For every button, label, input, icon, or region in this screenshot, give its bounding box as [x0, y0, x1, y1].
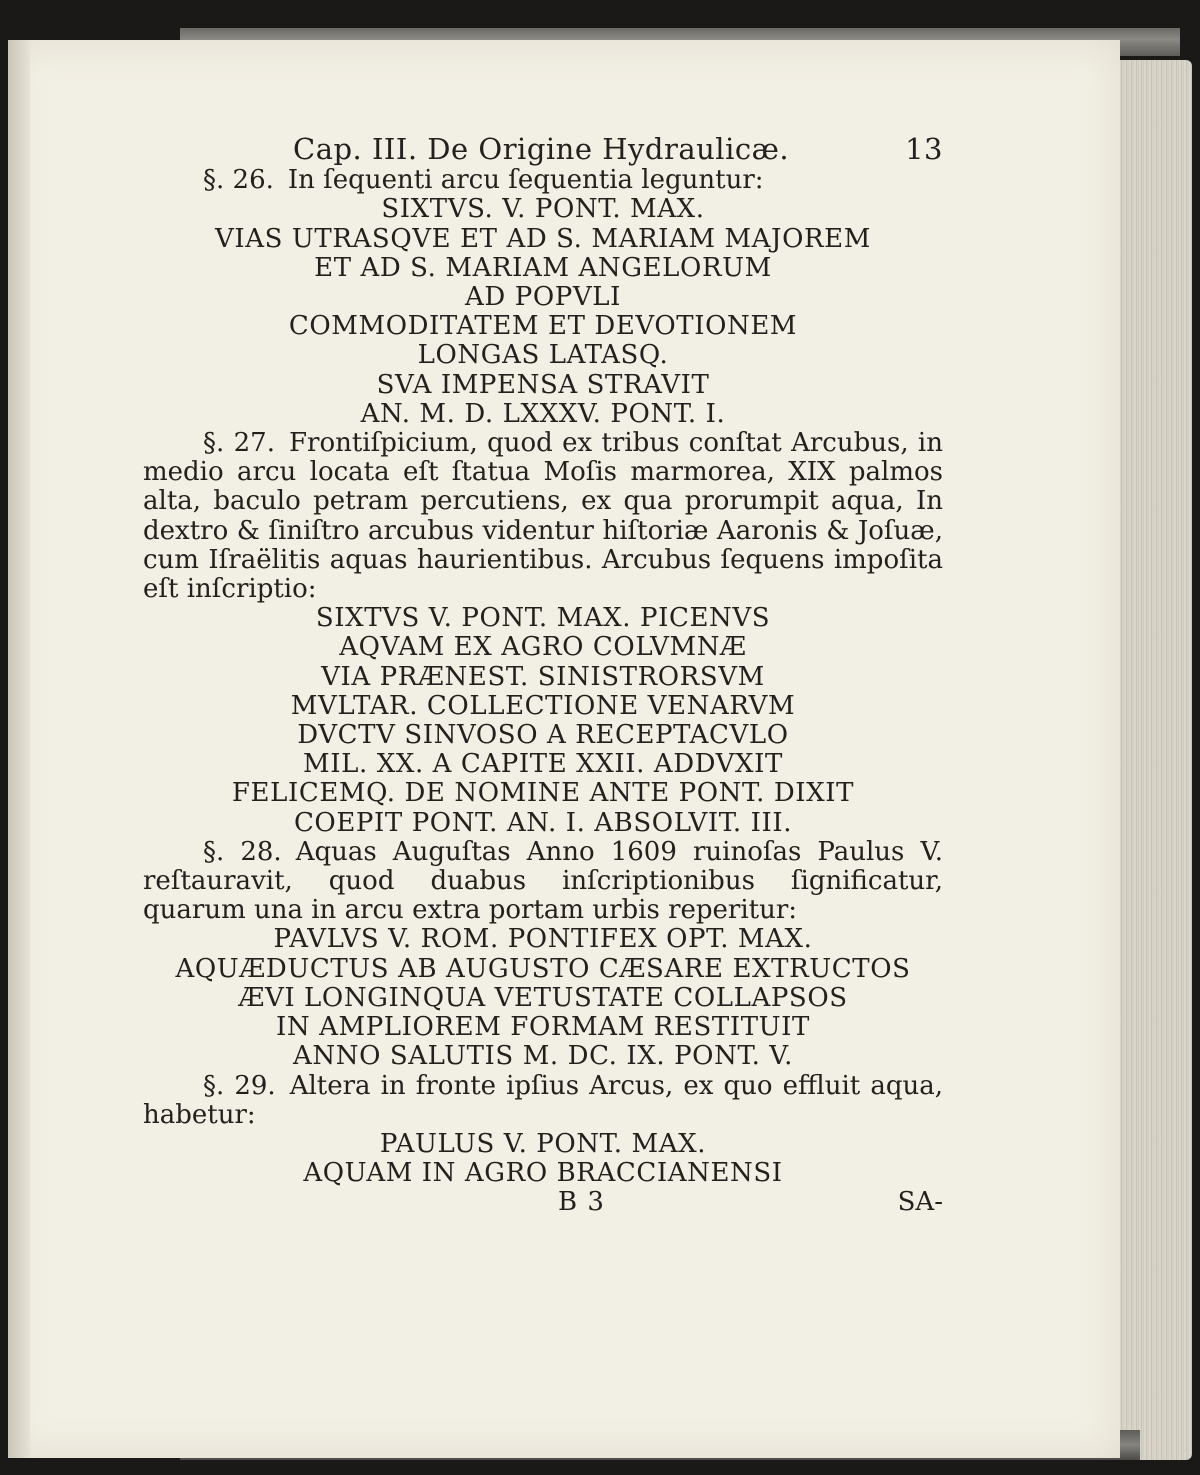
section-paragraph [143, 1072, 943, 1130]
section-number: §. 27. [203, 428, 275, 459]
inscription-line: MVLTAR. COLLECTIONE VENARVM [290, 690, 796, 721]
sections [143, 166, 943, 1188]
inscription-line: IN AMPLIOREM FORMAM RESTITUIT [276, 1012, 810, 1043]
inscription-line: LONGAS LATASQ. [417, 340, 669, 371]
section-paragraph [143, 166, 943, 195]
inscription-line: DVCTV SINVOSO A RECEPTACVLO [297, 720, 789, 751]
inscription-line: COMMODITATEM ET DEVOTIONEM [288, 311, 798, 342]
signature-mark: B 3 [558, 1187, 605, 1218]
inscription-line: AD POPVLI [465, 282, 621, 313]
page-gutter [8, 40, 30, 1458]
page-text [143, 132, 943, 1218]
inscription-line: PAVLVS V. ROM. PONTIFEX OPT. MAX. [273, 924, 813, 955]
inscription-line: AQUAM IN AGRO BRACCIANENSI [303, 1158, 783, 1189]
book-page [8, 40, 1120, 1458]
inscription-line: SVA IMPENSA STRAVIT [376, 369, 710, 400]
inscription-line: AN. M. D. LXXXV. PONT. I. [360, 398, 726, 429]
section-text: In ſequenti arcu ſequentia leguntur: [287, 165, 764, 196]
inscription-line: AQUÆDUCTUS AB AUGUSTO CÆSARE EXTRUCTOS [175, 953, 911, 984]
section-text: Aquas Auguſtas Anno 1609 ruinoſas Paulus V. reſtauravit, quod duabus inſcriptionibus ſignificatur, quarum una in arcu extra portam urbis reperitur: [143, 836, 943, 926]
inscription-line: VIAS UTRASQVE ET AD S. MARIAM MAJOREM [215, 223, 871, 254]
running-header [143, 132, 943, 166]
section-paragraph [143, 429, 943, 604]
inscription-line: MIL. XX. A CAPITE XXII. ADDVXIT [303, 749, 783, 780]
inscription-line: COEPIT PONT. AN. I. ABSOLVIT. III. [293, 807, 793, 838]
inscription-line: PAULUS V. PONT. MAX. [379, 1128, 707, 1159]
section-text: Altera in fronte ipſius Arcus, ex quo effluit aqua, habetur: [143, 1070, 943, 1130]
chapter-title: Cap. III. De Origine Hydraulicæ. [293, 132, 790, 166]
inscription-line: ANNO SALUTIS M. DC. IX. PONT. V. [293, 1041, 793, 1072]
section-text: Frontiſpicium, quod ex tribus conſtat Arcubus, in medio arcu locata eſt ſtatua Moſis marmorea, XIX palmos alta, baculo petram percutiens, ex qua prorumpit aqua, In dextro & ſiniſtro arcubus videntur hiſtoriæ Aaronis & Joſuæ, cum Iſraëlitis aquas haurientibus. Arcubus ſequens impoſita eſt inſcriptio: [143, 428, 943, 605]
section-number: §. 29. [203, 1070, 276, 1101]
section-paragraph [143, 838, 943, 926]
inscription-line: FELICEMQ. DE NOMINE ANTE PONT. DIXIT [231, 778, 855, 809]
catchword: SA- [897, 1187, 943, 1218]
inscription-line: SIXTVS. V. PONT. MAX. [381, 194, 705, 225]
inscription-line: ÆVI LONGINQUA VETUSTATE COLLAPSOS [238, 982, 848, 1013]
inscription-line: ET AD S. MARIAM ANGELORUM [314, 252, 772, 283]
page-number: 13 [905, 132, 943, 166]
page-edges [1112, 60, 1192, 1460]
inscription-line: SIXTVS V. PONT. MAX. PICENVS [315, 603, 771, 634]
page-footer [143, 1188, 943, 1217]
inscription-line: VIA PRÆNEST. SINISTRORSVM [321, 661, 765, 692]
section-number: §. 28. [203, 836, 282, 867]
section-number: §. 26. [203, 165, 274, 196]
inscription-line: AQVAM EX AGRO COLVMNÆ [339, 632, 747, 663]
